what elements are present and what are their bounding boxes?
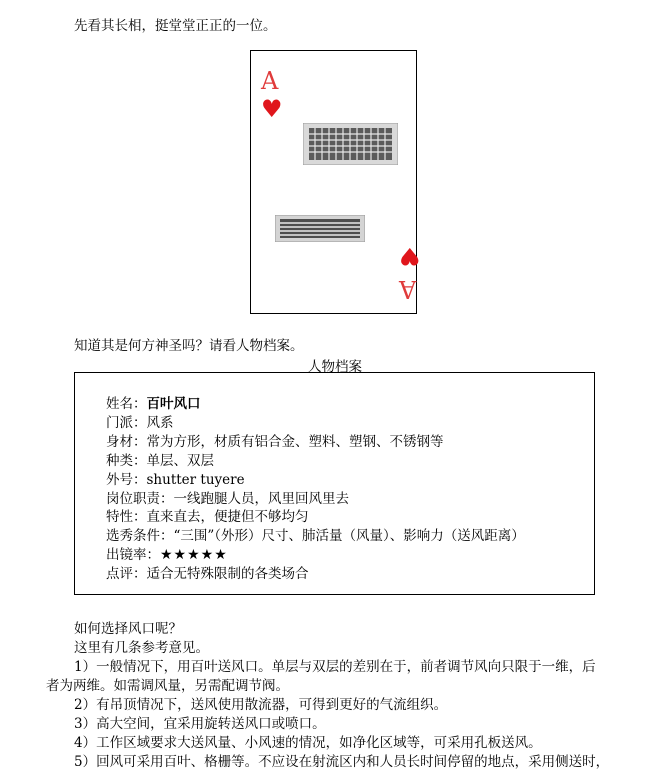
profile-line: 门派：风系	[106, 415, 174, 431]
profile-rating-line	[106, 543, 228, 563]
double-louver-grille-image	[303, 123, 398, 165]
profile-name-label: 姓名：	[106, 396, 147, 412]
intro-text: 先看其长相，挺堂堂正正的一位。	[74, 18, 277, 34]
body-paragraph: 2）有吊顶情况下，送风使用散流器，可得到更好的气流组织。	[74, 697, 448, 713]
heart-suit-icon: ♥	[261, 95, 283, 123]
profile-name-value: 百叶风口	[146, 396, 201, 412]
body-question: 如何选择风口呢？	[74, 621, 182, 637]
profile-comment: 点评：适合无特殊限制的各类场合	[106, 566, 309, 582]
playing-card-image	[250, 50, 421, 314]
profile-line: 外号：shutter tuyere	[106, 472, 245, 488]
star-rating-icon: ★★★★★	[160, 547, 228, 563]
profile-name-line	[106, 392, 201, 412]
single-louver-grille-image	[275, 215, 365, 242]
body-paragraph: 3）高大空间，宜采用旋转送风口或喷口。	[74, 716, 326, 732]
heart-suit-icon-inverted: ♥	[399, 242, 421, 270]
profile-line: 岗位职责：一线跑腿人员，风里回风里去	[106, 491, 349, 507]
card-rank-bottom: A	[399, 275, 417, 303]
profile-title: 人物档案	[308, 359, 362, 375]
profile-line: 身材：常为方形，材质有铝合金、塑料、塑钢、不锈钢等	[106, 434, 444, 450]
card-rank-top: A	[261, 67, 279, 95]
body-paragraph: 者为两维。如需调风量，另需配调节阀。	[46, 678, 289, 694]
profile-line: 种类：单层、双层	[106, 453, 214, 469]
profile-line: 特性：直来直去，便捷但不够均匀	[106, 509, 309, 525]
body-paragraph: 5）回风可采用百叶、格栅等。不应设在射流区内和人员长时间停留的地点，采用侧送时，	[74, 754, 610, 770]
profile-rating-label: 出镜率：	[106, 547, 160, 563]
question-text: 知道其是何方神圣吗？请看人物档案。	[74, 338, 304, 354]
body-paragraph: 4）工作区域要求大送风量、小风速的情况，如净化区域等，可采用孔板送风。	[74, 735, 542, 751]
body-intro: 这里有几条参考意见。	[74, 640, 209, 656]
profile-line: 选秀条件：“三围”（外形）尺寸、肺活量（风量）、影响力（送风距离）	[106, 528, 525, 544]
body-paragraph: 1）一般情况下，用百叶送风口。单层与双层的差别在于，前者调节风向只限于一维，后	[74, 659, 596, 675]
